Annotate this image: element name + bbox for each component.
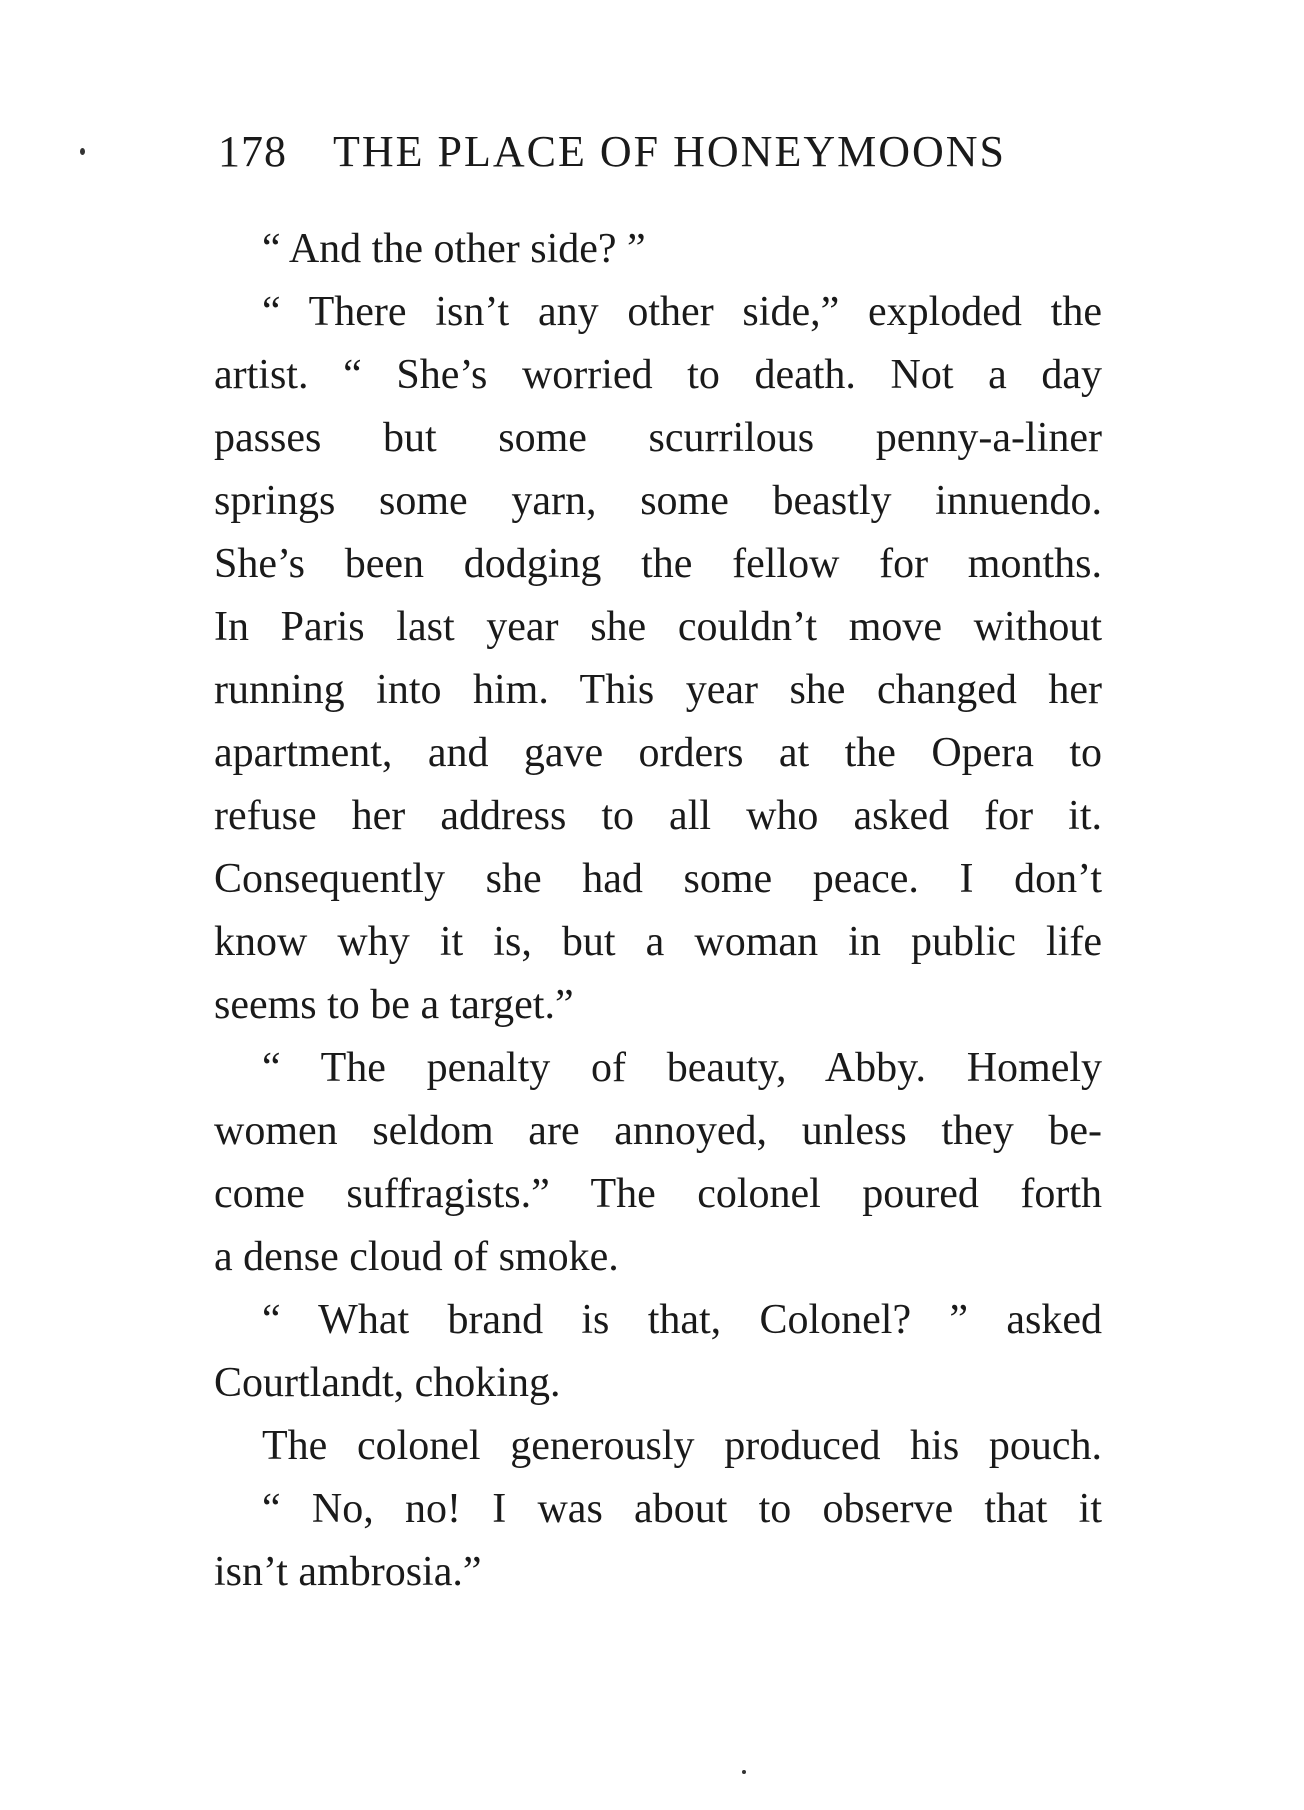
paragraph [214,281,1102,1037]
ink-speck [742,1770,746,1774]
text-line: “ No, no! I was about to observe that it [262,1486,1102,1532]
paragraph [214,1289,1102,1415]
page-number: 178 [218,127,287,176]
text-line: artist. “ She’s worried to death. Not a day [214,352,1102,398]
text-line: come suffragists.” The colonel poured forth [214,1171,1102,1217]
body-text [214,218,1102,1604]
text-line: know why it is, but a woman in public life [214,919,1102,965]
text-line: “ There isn’t any other side,” exploded the [262,289,1102,335]
text-line: springs some yarn, some beastly innuendo. [214,478,1102,524]
text-line: passes but some scurrilous penny-a-liner [214,415,1102,461]
text-line: “ And the other side? ” [262,226,646,272]
text-line: Consequently she had some peace. I don’t [214,856,1102,902]
running-header [218,126,1098,186]
text-line: The colonel generously produced his pouch. [262,1423,1102,1469]
paragraph [214,218,1102,281]
running-title: THE PLACE OF HONEYMOONS [333,127,1007,176]
text-line: refuse her address to all who asked for it. [214,793,1102,839]
paragraph [214,1415,1102,1478]
text-line: isn’t ambrosia.” [214,1549,482,1595]
paragraph [214,1478,1102,1604]
text-line: seems to be a target.” [214,982,574,1028]
paragraph [214,1037,1102,1289]
text-line: Courtlandt, choking. [214,1360,561,1406]
text-line: “ What brand is that, Colonel? ” asked [262,1297,1102,1343]
text-line: running into him. This year she changed her [214,667,1102,713]
text-line: “ The penalty of beauty, Abby. Homely [262,1045,1102,1091]
ink-speck [80,148,85,155]
text-line: She’s been dodging the fellow for months. [214,541,1102,587]
text-line: apartment, and gave orders at the Opera to [214,730,1102,776]
text-line: a dense cloud of smoke. [214,1234,619,1280]
text-line: women seldom are annoyed, unless they be- [214,1108,1102,1154]
text-line: In Paris last year she couldn’t move without [214,604,1102,650]
